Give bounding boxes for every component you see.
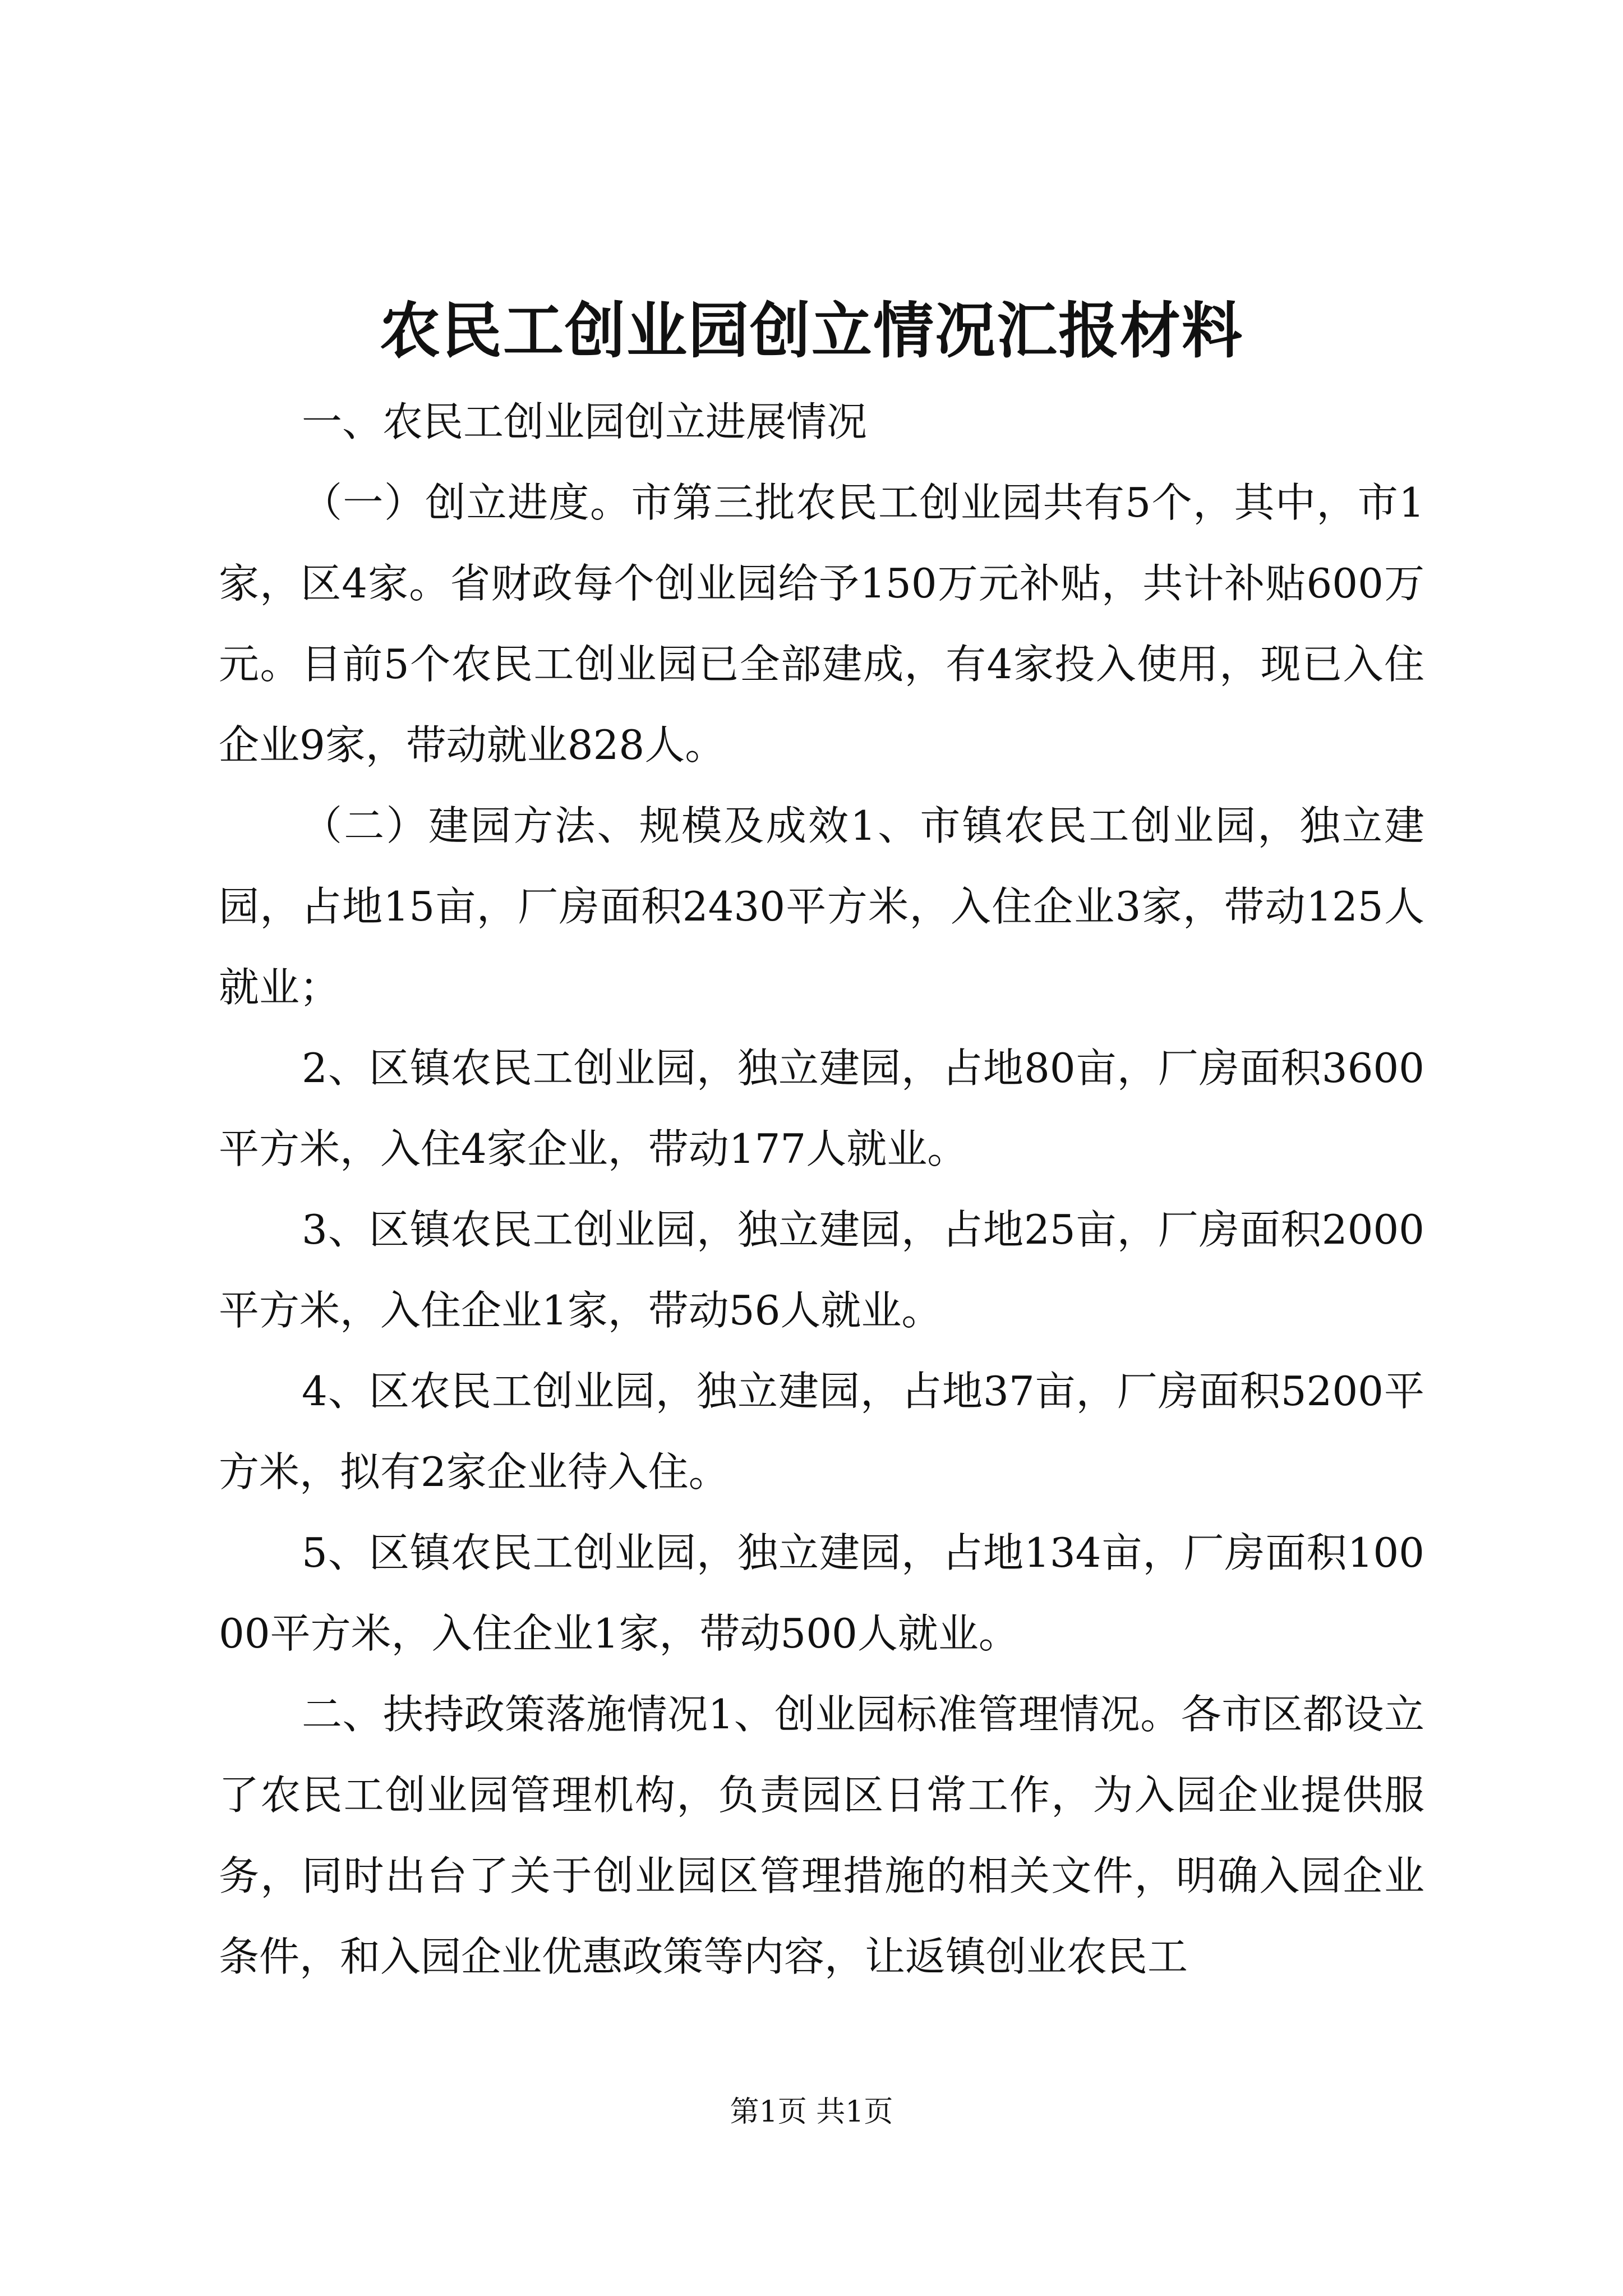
- document-body: [219, 381, 1424, 1997]
- paragraph-progress: （一）创立进度。市第三批农民工创业园共有5个，其中，市1家，区4家。省财政每个创业园给予150万元补贴，共计补贴600万元。目前5个农民工创业园已全部建成，有4家投入使用，现已入住企业9家，带动就业828人。: [219, 479, 1424, 769]
- page-footer: 第1页 共1页: [730, 2095, 893, 2129]
- paragraph-park-2: 2、区镇农民工创业园，独立建园，占地80亩，厂房面积3600平方米，入住4家企业，带动177人就业。: [219, 1045, 1424, 1172]
- document-title: 农民工创业园创立情况汇报材料: [379, 296, 1243, 366]
- paragraph-park-4: 4、区农民工创业园，独立建园，占地37亩，厂房面积5200平方米，拟有2家企业待入住。: [219, 1368, 1424, 1496]
- paragraph-method-scale: （二）建园方法、规模及成效1、市镇农民工创业园，独立建园，占地15亩，厂房面积2430平方米，入住企业3家，带动125人就业；: [219, 802, 1424, 1011]
- paragraph-park-3: 3、区镇农民工创业园，独立建园，占地25亩，厂房面积2000平方米，入住企业1家，带动56人就业。: [219, 1206, 1424, 1334]
- paragraph-park-5: 5、区镇农民工创业园，独立建园，占地134亩，厂房面积10000平方米，入住企业1家，带动500人就业。: [219, 1529, 1424, 1657]
- paragraph-policy: 二、扶持政策落施情况1、创业园标准管理情况。各市区都设立了农民工创业园管理机构，负责园区日常工作，为入园企业提供服务，同时出台了关于创业园区管理措施的相关文件，明确入园企业条件，和入园企业优惠政策等内容，让返镇创业农民工: [219, 1691, 1424, 1980]
- section-heading-progress: 一、农民工创业园创立进展情况: [302, 398, 868, 445]
